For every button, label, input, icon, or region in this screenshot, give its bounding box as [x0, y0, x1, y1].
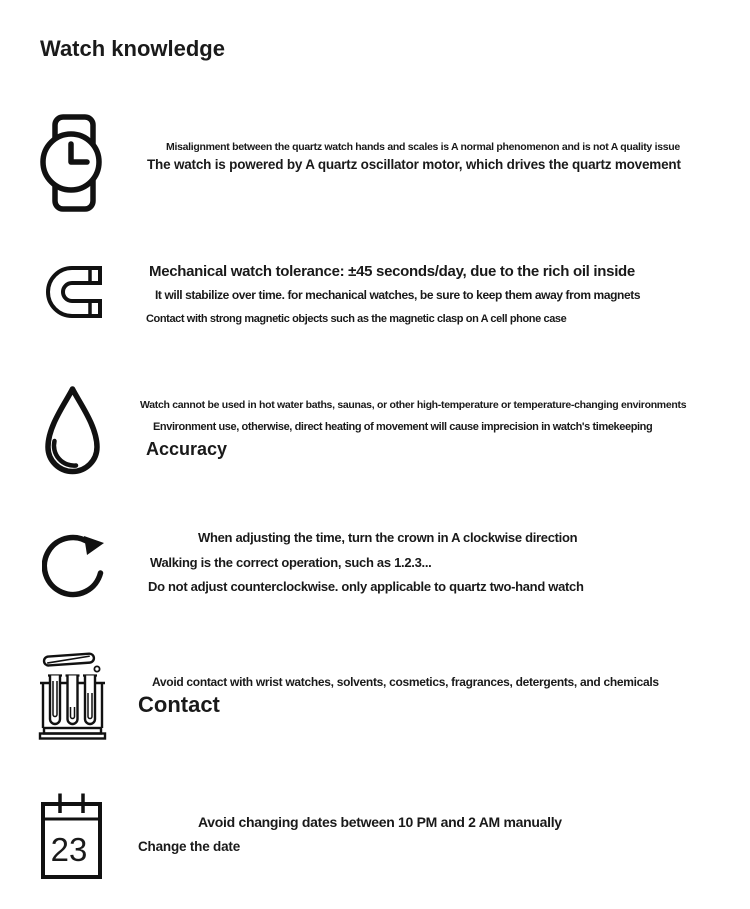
calendar-day-number: 23 — [50, 831, 88, 868]
text-line: Mechanical watch tolerance: ±45 seconds/day, due to the rich oil inside — [149, 263, 635, 280]
text-line: Avoid contact with wrist watches, solvents, cosmetics, fragrances, detergents, and chemicals — [152, 675, 659, 689]
text-line: Do not adjust counterclockwise. only applicable to quartz two-hand watch — [148, 579, 584, 594]
wrist-watch-icon — [40, 113, 104, 213]
text-line: The watch is powered by A quartz oscillator motor, which drives the quartz movement — [147, 157, 681, 172]
text-line: Contact with strong magnetic objects such as the magnetic clasp on A cell phone case — [146, 313, 567, 325]
section-heading: Accuracy — [146, 439, 228, 459]
text-line: When adjusting the time, turn the crown in A clockwise direction — [198, 530, 578, 545]
section-heading: Contact — [138, 692, 220, 717]
text-line: Watch cannot be used in hot water baths, saunas, or other high-temperature or temperature-changing environments — [140, 399, 687, 411]
page-title: Watch knowledge — [40, 36, 225, 61]
text-line: Environment use, otherwise, direct heating of movement will cause imprecision in watch's timekeeping — [153, 421, 653, 433]
calendar-icon — [40, 791, 103, 881]
text-line: Change the date — [138, 839, 241, 854]
text-line: Misalignment between the quartz watch hands and scales is A normal phenomenon and is not A quality issue — [166, 141, 680, 153]
magnet-icon — [43, 265, 104, 320]
text-line: Avoid changing dates between 10 PM and 2 AM manually — [198, 814, 562, 830]
test-tubes-icon — [38, 648, 107, 743]
water-drop-icon — [42, 384, 103, 476]
text-line: Walking is the correct operation, such as 1.2.3... — [150, 555, 432, 570]
clockwise-arrow-icon — [42, 528, 105, 600]
text-line: It will stabilize over time. for mechanical watches, be sure to keep them away from magnets — [155, 288, 641, 302]
